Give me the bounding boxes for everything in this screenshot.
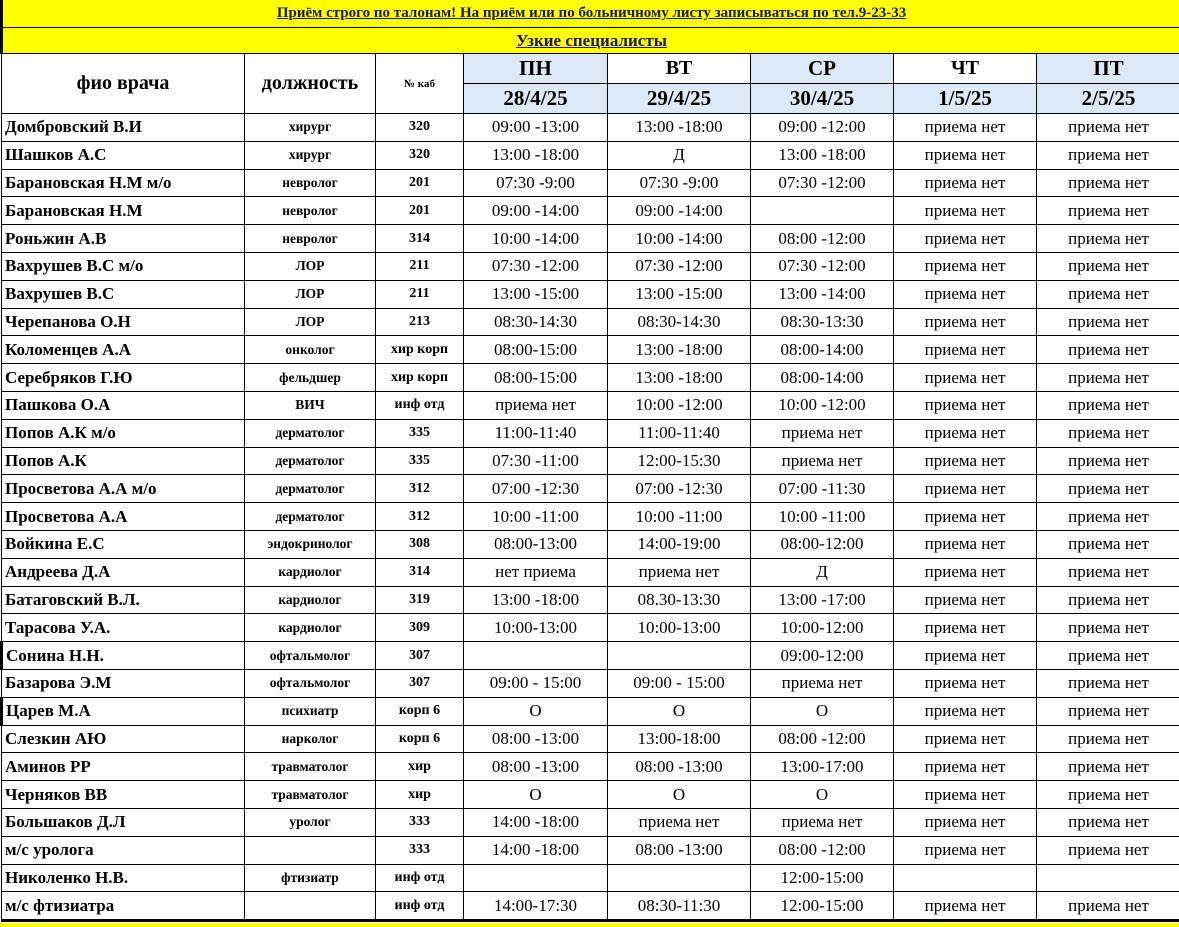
doctor-position: дерматолог bbox=[245, 503, 376, 531]
schedule-cell-mon: 08:00 -13:00 bbox=[464, 753, 608, 781]
cabinet-number: корп 6 bbox=[376, 725, 464, 753]
doctor-name: Базарова Э.М bbox=[2, 669, 245, 697]
doctor-position: невролог bbox=[245, 197, 376, 225]
section-title: Узкие специалисты bbox=[2, 28, 1179, 54]
table-row bbox=[2, 141, 1179, 169]
schedule-cell-mon: 10:00 -11:00 bbox=[464, 503, 608, 531]
schedule-cell-wed: 07:00 -11:30 bbox=[751, 475, 894, 503]
schedule-cell-tue: 08:00 -13:00 bbox=[608, 836, 751, 864]
doctor-name: Большаков Д.Л bbox=[2, 808, 245, 836]
doctor-position: травматолог bbox=[245, 753, 376, 781]
table-row bbox=[2, 558, 1179, 586]
table-row bbox=[2, 475, 1179, 503]
schedule-cell-tue: 07:00 -12:30 bbox=[608, 475, 751, 503]
table-row bbox=[2, 252, 1179, 280]
schedule-cell-thu: приема нет bbox=[894, 336, 1037, 364]
schedule-cell-fri: приема нет bbox=[1037, 669, 1179, 697]
schedule-cell-mon: 09:00 -13:00 bbox=[464, 114, 608, 142]
schedule-cell-tue: Д bbox=[608, 141, 751, 169]
schedule-cell-mon: 14:00-17:30 bbox=[464, 892, 608, 921]
schedule-cell-fri: приема нет bbox=[1037, 336, 1179, 364]
header-date-fri: 2/5/25 bbox=[1037, 84, 1179, 114]
doctor-position: фтизиатр bbox=[245, 864, 376, 892]
doctor-name: Андреева Д.А bbox=[2, 558, 245, 586]
schedule-cell-tue: 08:30-11:30 bbox=[608, 892, 751, 921]
schedule-cell-tue: 14:00-19:00 bbox=[608, 530, 751, 558]
cabinet-number: 319 bbox=[376, 586, 464, 614]
table-row bbox=[2, 419, 1179, 447]
table-row bbox=[2, 753, 1179, 781]
schedule-cell-thu: приема нет bbox=[894, 391, 1037, 419]
doctor-position: невролог bbox=[245, 225, 376, 253]
doctor-name: Войкина Е.С bbox=[2, 530, 245, 558]
schedule-cell-thu: приема нет bbox=[894, 447, 1037, 475]
cabinet-number: инф отд bbox=[376, 391, 464, 419]
cabinet-number: 309 bbox=[376, 614, 464, 642]
doctor-position: дерматолог bbox=[245, 475, 376, 503]
schedule-cell-mon: нет приема bbox=[464, 558, 608, 586]
cabinet-number: 314 bbox=[376, 558, 464, 586]
schedule-cell-fri: приема нет bbox=[1037, 808, 1179, 836]
schedule-cell-wed: 12:00-15:00 bbox=[751, 892, 894, 921]
schedule-cell-wed: 08:00-12:00 bbox=[751, 530, 894, 558]
doctor-name: Черняков ВВ bbox=[2, 781, 245, 809]
header-day-fri: ПТ bbox=[1037, 54, 1179, 84]
schedule-cell-wed: 09:00-12:00 bbox=[751, 642, 894, 670]
cabinet-number: хир bbox=[376, 781, 464, 809]
schedule-cell-mon: 08:00-15:00 bbox=[464, 336, 608, 364]
schedule-cell-tue: приема нет bbox=[608, 808, 751, 836]
doctor-name: Барановская Н.М bbox=[2, 197, 245, 225]
schedule-cell-tue: 13:00 -15:00 bbox=[608, 280, 751, 308]
header-date-thu: 1/5/25 bbox=[894, 84, 1037, 114]
schedule-cell-fri: приема нет bbox=[1037, 753, 1179, 781]
doctor-position: дерматолог bbox=[245, 447, 376, 475]
schedule-cell-fri: приема нет bbox=[1037, 725, 1179, 753]
doctor-position: кардиолог bbox=[245, 586, 376, 614]
schedule-cell-thu: приема нет bbox=[894, 252, 1037, 280]
section-banner bbox=[2, 28, 1179, 54]
cabinet-number: 312 bbox=[376, 475, 464, 503]
schedule-cell-wed bbox=[751, 197, 894, 225]
header-day-tue: ВТ bbox=[608, 54, 751, 84]
schedule-cell-thu: приема нет bbox=[894, 558, 1037, 586]
schedule-cell-wed: 10:00 -11:00 bbox=[751, 503, 894, 531]
header-date-wed: 30/4/25 bbox=[751, 84, 894, 114]
schedule-cell-fri: приема нет bbox=[1037, 503, 1179, 531]
schedule-cell-mon: 07:00 -12:30 bbox=[464, 475, 608, 503]
schedule-cell-thu: приема нет bbox=[894, 308, 1037, 336]
doctor-name: Пашкова О.А bbox=[2, 391, 245, 419]
doctor-name: Шашков А.С bbox=[2, 141, 245, 169]
doctor-position: хирург bbox=[245, 141, 376, 169]
cabinet-number: корп 6 bbox=[376, 697, 464, 725]
table-row bbox=[2, 808, 1179, 836]
schedule-cell-mon: 13:00 -18:00 bbox=[464, 586, 608, 614]
schedule-cell-wed: приема нет bbox=[751, 669, 894, 697]
doctor-position: уролог bbox=[245, 808, 376, 836]
cabinet-number: 320 bbox=[376, 114, 464, 142]
schedule-cell-thu: приема нет bbox=[894, 225, 1037, 253]
schedule-cell-mon: 09:00 -14:00 bbox=[464, 197, 608, 225]
header-date-mon: 28/4/25 bbox=[464, 84, 608, 114]
table-row bbox=[2, 530, 1179, 558]
doctor-name: Домбровский В.И bbox=[2, 114, 245, 142]
schedule-cell-fri: приема нет bbox=[1037, 364, 1179, 392]
header-position: должность bbox=[245, 54, 376, 114]
doctor-name: Просветова А.А bbox=[2, 503, 245, 531]
schedule-cell-tue bbox=[608, 864, 751, 892]
schedule-cell-wed: приема нет bbox=[751, 808, 894, 836]
schedule-cell-mon: 14:00 -18:00 bbox=[464, 808, 608, 836]
table-row bbox=[2, 308, 1179, 336]
schedule-cell-fri: приема нет bbox=[1037, 892, 1179, 921]
schedule-cell-fri: приема нет bbox=[1037, 252, 1179, 280]
schedule-cell-mon bbox=[464, 642, 608, 670]
doctor-position: хирург bbox=[245, 114, 376, 142]
schedule-cell-wed: 10:00-12:00 bbox=[751, 614, 894, 642]
schedule-cell-tue: 07:30 -9:00 bbox=[608, 169, 751, 197]
doctor-name: Царев М.А bbox=[2, 697, 245, 725]
doctor-position: кардиолог bbox=[245, 558, 376, 586]
cabinet-number: инф отд bbox=[376, 864, 464, 892]
schedule-cell-tue: 10:00 -11:00 bbox=[608, 503, 751, 531]
doctor-position: кардиолог bbox=[245, 614, 376, 642]
schedule-cell-tue: 13:00 -18:00 bbox=[608, 114, 751, 142]
schedule-cell-tue: 08:00 -13:00 bbox=[608, 753, 751, 781]
schedule-cell-fri: приема нет bbox=[1037, 614, 1179, 642]
notice-phone-label: На приём или по больничному листу записываться по тел. bbox=[456, 5, 859, 21]
schedule-cell-mon: 14:00 -18:00 bbox=[464, 836, 608, 864]
cabinet-number: 213 bbox=[376, 308, 464, 336]
doctor-name: Просветова А.А м/о bbox=[2, 475, 245, 503]
schedule-cell-fri: приема нет bbox=[1037, 114, 1179, 142]
schedule-cell-thu: приема нет bbox=[894, 280, 1037, 308]
doctor-name: Роньжин А.В bbox=[2, 225, 245, 253]
header-day-thu: ЧТ bbox=[894, 54, 1037, 84]
schedule-cell-fri: приема нет bbox=[1037, 169, 1179, 197]
schedule-cell-thu: приема нет bbox=[894, 141, 1037, 169]
schedule-cell-fri: приема нет bbox=[1037, 419, 1179, 447]
cabinet-number: 211 bbox=[376, 280, 464, 308]
schedule-rows bbox=[2, 114, 1179, 921]
table-row bbox=[2, 892, 1179, 921]
notice-strict: Приём строго по талонам! bbox=[276, 5, 457, 21]
schedule-cell-thu: приема нет bbox=[894, 725, 1037, 753]
schedule-cell-thu: приема нет bbox=[894, 642, 1037, 670]
schedule-cell-fri: приема нет bbox=[1037, 697, 1179, 725]
table-row bbox=[2, 614, 1179, 642]
table-row bbox=[2, 836, 1179, 864]
doctor-position: ВИЧ bbox=[245, 391, 376, 419]
schedule-cell-thu: приема нет bbox=[894, 475, 1037, 503]
schedule-cell-thu: приема нет bbox=[894, 808, 1037, 836]
schedule-cell-fri: приема нет bbox=[1037, 642, 1179, 670]
schedule-cell-thu: приема нет bbox=[894, 419, 1037, 447]
schedule-cell-wed: приема нет bbox=[751, 447, 894, 475]
doctor-name: Тарасова У.А. bbox=[2, 614, 245, 642]
schedule-cell-mon: 07:30 -11:00 bbox=[464, 447, 608, 475]
schedule-cell-mon: 07:30 -12:00 bbox=[464, 252, 608, 280]
cabinet-number: 211 bbox=[376, 252, 464, 280]
schedule-cell-wed: 10:00 -12:00 bbox=[751, 391, 894, 419]
cabinet-number: инф отд bbox=[376, 892, 464, 921]
schedule-cell-wed: 09:00 -12:00 bbox=[751, 114, 894, 142]
table-row bbox=[2, 197, 1179, 225]
doctor-name: Сонина Н.Н. bbox=[2, 642, 245, 670]
header-name: фио врача bbox=[2, 54, 245, 114]
schedule-cell-tue: 13:00-18:00 bbox=[608, 725, 751, 753]
schedule-cell-thu: приема нет bbox=[894, 697, 1037, 725]
schedule-cell-mon: 13:00 -18:00 bbox=[464, 141, 608, 169]
table-row bbox=[2, 447, 1179, 475]
schedule-cell-fri: приема нет bbox=[1037, 836, 1179, 864]
schedule-cell-wed: 13:00 -14:00 bbox=[751, 280, 894, 308]
schedule-cell-fri bbox=[1037, 864, 1179, 892]
cabinet-number: 333 bbox=[376, 808, 464, 836]
schedule-cell-fri: приема нет bbox=[1037, 197, 1179, 225]
schedule-cell-wed: 13:00-17:00 bbox=[751, 753, 894, 781]
schedule-cell-wed: приема нет bbox=[751, 419, 894, 447]
schedule-cell-mon: 10:00 -14:00 bbox=[464, 225, 608, 253]
schedule-cell-fri: приема нет bbox=[1037, 280, 1179, 308]
schedule-cell-fri: приема нет bbox=[1037, 141, 1179, 169]
schedule-cell-fri: приема нет bbox=[1037, 530, 1179, 558]
doctor-position bbox=[245, 892, 376, 921]
table-row bbox=[2, 364, 1179, 392]
schedule-cell-mon: О bbox=[464, 781, 608, 809]
schedule-cell-wed: 08:00 -12:00 bbox=[751, 225, 894, 253]
doctor-name: м/с фтизиатра bbox=[2, 892, 245, 921]
schedule-cell-tue: 10:00 -12:00 bbox=[608, 391, 751, 419]
header-day-wed: СР bbox=[751, 54, 894, 84]
cabinet-number: 335 bbox=[376, 447, 464, 475]
table-row bbox=[2, 864, 1179, 892]
doctor-position: дерматолог bbox=[245, 419, 376, 447]
schedule-cell-mon: приема нет bbox=[464, 391, 608, 419]
table-row bbox=[2, 586, 1179, 614]
header-day-mon: ПН bbox=[464, 54, 608, 84]
cabinet-number: 201 bbox=[376, 169, 464, 197]
schedule-cell-tue: О bbox=[608, 781, 751, 809]
schedule-cell-mon: 08:30-14:30 bbox=[464, 308, 608, 336]
header-date-tue: 29/4/25 bbox=[608, 84, 751, 114]
schedule-cell-thu: приема нет bbox=[894, 753, 1037, 781]
doctor-name: Коломенцев А.А bbox=[2, 336, 245, 364]
schedule-cell-fri: приема нет bbox=[1037, 391, 1179, 419]
schedule-cell-fri: приема нет bbox=[1037, 308, 1179, 336]
table-row bbox=[2, 391, 1179, 419]
schedule-cell-tue: 10:00 -14:00 bbox=[608, 225, 751, 253]
cabinet-number: хир корп bbox=[376, 336, 464, 364]
notice-phone: 9-23-33 bbox=[858, 5, 907, 21]
schedule-cell-tue: 12:00-15:30 bbox=[608, 447, 751, 475]
doctor-name: Батаговский В.Л. bbox=[2, 586, 245, 614]
schedule-cell-thu: приема нет bbox=[894, 169, 1037, 197]
schedule-cell-thu: приема нет bbox=[894, 503, 1037, 531]
doctor-position: онколог bbox=[245, 336, 376, 364]
schedule-cell-mon: О bbox=[464, 697, 608, 725]
schedule-cell-wed: 08:00 -12:00 bbox=[751, 836, 894, 864]
schedule-cell-mon: 11:00-11:40 bbox=[464, 419, 608, 447]
schedule-cell-wed: О bbox=[751, 697, 894, 725]
schedule-cell-mon: 08:00-15:00 bbox=[464, 364, 608, 392]
table-row bbox=[2, 725, 1179, 753]
bottom-yellow-strip bbox=[0, 923, 1179, 927]
schedule-cell-tue: 13:00 -18:00 bbox=[608, 364, 751, 392]
schedule-cell-fri: приема нет bbox=[1037, 781, 1179, 809]
doctor-name: Барановская Н.М м/о bbox=[2, 169, 245, 197]
schedule-cell-fri: приема нет bbox=[1037, 586, 1179, 614]
cabinet-number: 314 bbox=[376, 225, 464, 253]
doctor-position: нарколог bbox=[245, 725, 376, 753]
table-row bbox=[2, 225, 1179, 253]
schedule-cell-tue: 09:00 - 15:00 bbox=[608, 669, 751, 697]
cabinet-number: 308 bbox=[376, 530, 464, 558]
doctor-position: психиатр bbox=[245, 697, 376, 725]
schedule-cell-thu: приема нет bbox=[894, 364, 1037, 392]
table-row bbox=[2, 114, 1179, 142]
table-row bbox=[2, 669, 1179, 697]
doctor-name: Попов А.К bbox=[2, 447, 245, 475]
schedule-cell-tue: 09:00 -14:00 bbox=[608, 197, 751, 225]
schedule-cell-wed: 08:30-13:30 bbox=[751, 308, 894, 336]
cabinet-number: 307 bbox=[376, 669, 464, 697]
cabinet-number: 201 bbox=[376, 197, 464, 225]
table-row bbox=[2, 169, 1179, 197]
schedule-cell-wed: 13:00 -17:00 bbox=[751, 586, 894, 614]
schedule-cell-tue: 08.30-13:30 bbox=[608, 586, 751, 614]
cabinet-number: 320 bbox=[376, 141, 464, 169]
table-row bbox=[2, 280, 1179, 308]
schedule-cell-wed: О bbox=[751, 781, 894, 809]
cabinet-number: 333 bbox=[376, 836, 464, 864]
schedule-cell-thu: приема нет bbox=[894, 530, 1037, 558]
schedule-cell-thu: приема нет bbox=[894, 669, 1037, 697]
table-row bbox=[2, 642, 1179, 670]
schedule-cell-thu: приема нет bbox=[894, 586, 1037, 614]
schedule-cell-mon bbox=[464, 864, 608, 892]
schedule-cell-tue bbox=[608, 642, 751, 670]
doctor-name: м/с уролога bbox=[2, 836, 245, 864]
schedule-cell-wed: 13:00 -18:00 bbox=[751, 141, 894, 169]
schedule-cell-tue: 11:00-11:40 bbox=[608, 419, 751, 447]
schedule-cell-fri: приема нет bbox=[1037, 225, 1179, 253]
schedule-cell-wed: 07:30 -12:00 bbox=[751, 252, 894, 280]
schedule-cell-mon: 09:00 - 15:00 bbox=[464, 669, 608, 697]
schedule-cell-wed: Д bbox=[751, 558, 894, 586]
schedule-cell-wed: 08:00-14:00 bbox=[751, 364, 894, 392]
schedule-cell-tue: 10:00-13:00 bbox=[608, 614, 751, 642]
doctor-position: офтальмолог bbox=[245, 669, 376, 697]
schedule-cell-tue: О bbox=[608, 697, 751, 725]
schedule-cell-tue: 08:30-14:30 bbox=[608, 308, 751, 336]
doctor-name: Черепанова О.Н bbox=[2, 308, 245, 336]
schedule-cell-wed: 07:30 -12:00 bbox=[751, 169, 894, 197]
notice-text bbox=[2, 0, 1179, 28]
doctor-position: невролог bbox=[245, 169, 376, 197]
schedule-cell-tue: 13:00 -18:00 bbox=[608, 336, 751, 364]
schedule-cell-thu: приема нет bbox=[894, 836, 1037, 864]
table-row bbox=[2, 336, 1179, 364]
schedule-cell-fri: приема нет bbox=[1037, 558, 1179, 586]
doctor-position: фельдшер bbox=[245, 364, 376, 392]
cabinet-number: хир bbox=[376, 753, 464, 781]
doctor-position: ЛОР bbox=[245, 280, 376, 308]
schedule-cell-thu: приема нет bbox=[894, 892, 1037, 921]
doctor-position: офтальмолог bbox=[245, 642, 376, 670]
schedule-cell-thu: приема нет bbox=[894, 197, 1037, 225]
doctor-position: травматолог bbox=[245, 781, 376, 809]
schedule-cell-tue: 07:30 -12:00 bbox=[608, 252, 751, 280]
schedule-cell-mon: 08:00 -13:00 bbox=[464, 725, 608, 753]
doctor-position: ЛОР bbox=[245, 308, 376, 336]
schedule-cell-thu bbox=[894, 864, 1037, 892]
doctor-name: Серебряков Г.Ю bbox=[2, 364, 245, 392]
table-row bbox=[2, 503, 1179, 531]
header-cabinet: № каб bbox=[376, 54, 464, 114]
doctor-name: Вахрушев В.С bbox=[2, 280, 245, 308]
schedule-cell-fri: приема нет bbox=[1037, 475, 1179, 503]
cabinet-number: хир корп bbox=[376, 364, 464, 392]
schedule-cell-thu: приема нет bbox=[894, 114, 1037, 142]
schedule-cell-fri: приема нет bbox=[1037, 447, 1179, 475]
doctor-name: Вахрушев В.С м/о bbox=[2, 252, 245, 280]
doctor-name: Аминов РР bbox=[2, 753, 245, 781]
doctor-position: эндокринолог bbox=[245, 530, 376, 558]
cabinet-number: 335 bbox=[376, 419, 464, 447]
schedule-cell-tue: приема нет bbox=[608, 558, 751, 586]
schedule-cell-mon: 13:00 -15:00 bbox=[464, 280, 608, 308]
doctor-name: Николенко Н.В. bbox=[2, 864, 245, 892]
schedule-cell-thu: приема нет bbox=[894, 781, 1037, 809]
schedule-cell-wed: 12:00-15:00 bbox=[751, 864, 894, 892]
table-row bbox=[2, 697, 1179, 725]
cabinet-number: 312 bbox=[376, 503, 464, 531]
schedule-cell-wed: 08:00-14:00 bbox=[751, 336, 894, 364]
doctor-position bbox=[245, 836, 376, 864]
notice-banner bbox=[2, 0, 1179, 28]
cabinet-number: 307 bbox=[376, 642, 464, 670]
schedule-cell-mon: 07:30 -9:00 bbox=[464, 169, 608, 197]
schedule-cell-thu: приема нет bbox=[894, 614, 1037, 642]
table-row bbox=[2, 781, 1179, 809]
schedule-cell-mon: 10:00-13:00 bbox=[464, 614, 608, 642]
schedule-cell-mon: 08:00-13:00 bbox=[464, 530, 608, 558]
doctor-position: ЛОР bbox=[245, 252, 376, 280]
doctor-name: Слезкин АЮ bbox=[2, 725, 245, 753]
schedule-cell-wed: 08:00 -12:00 bbox=[751, 725, 894, 753]
doctor-name: Попов А.К м/о bbox=[2, 419, 245, 447]
